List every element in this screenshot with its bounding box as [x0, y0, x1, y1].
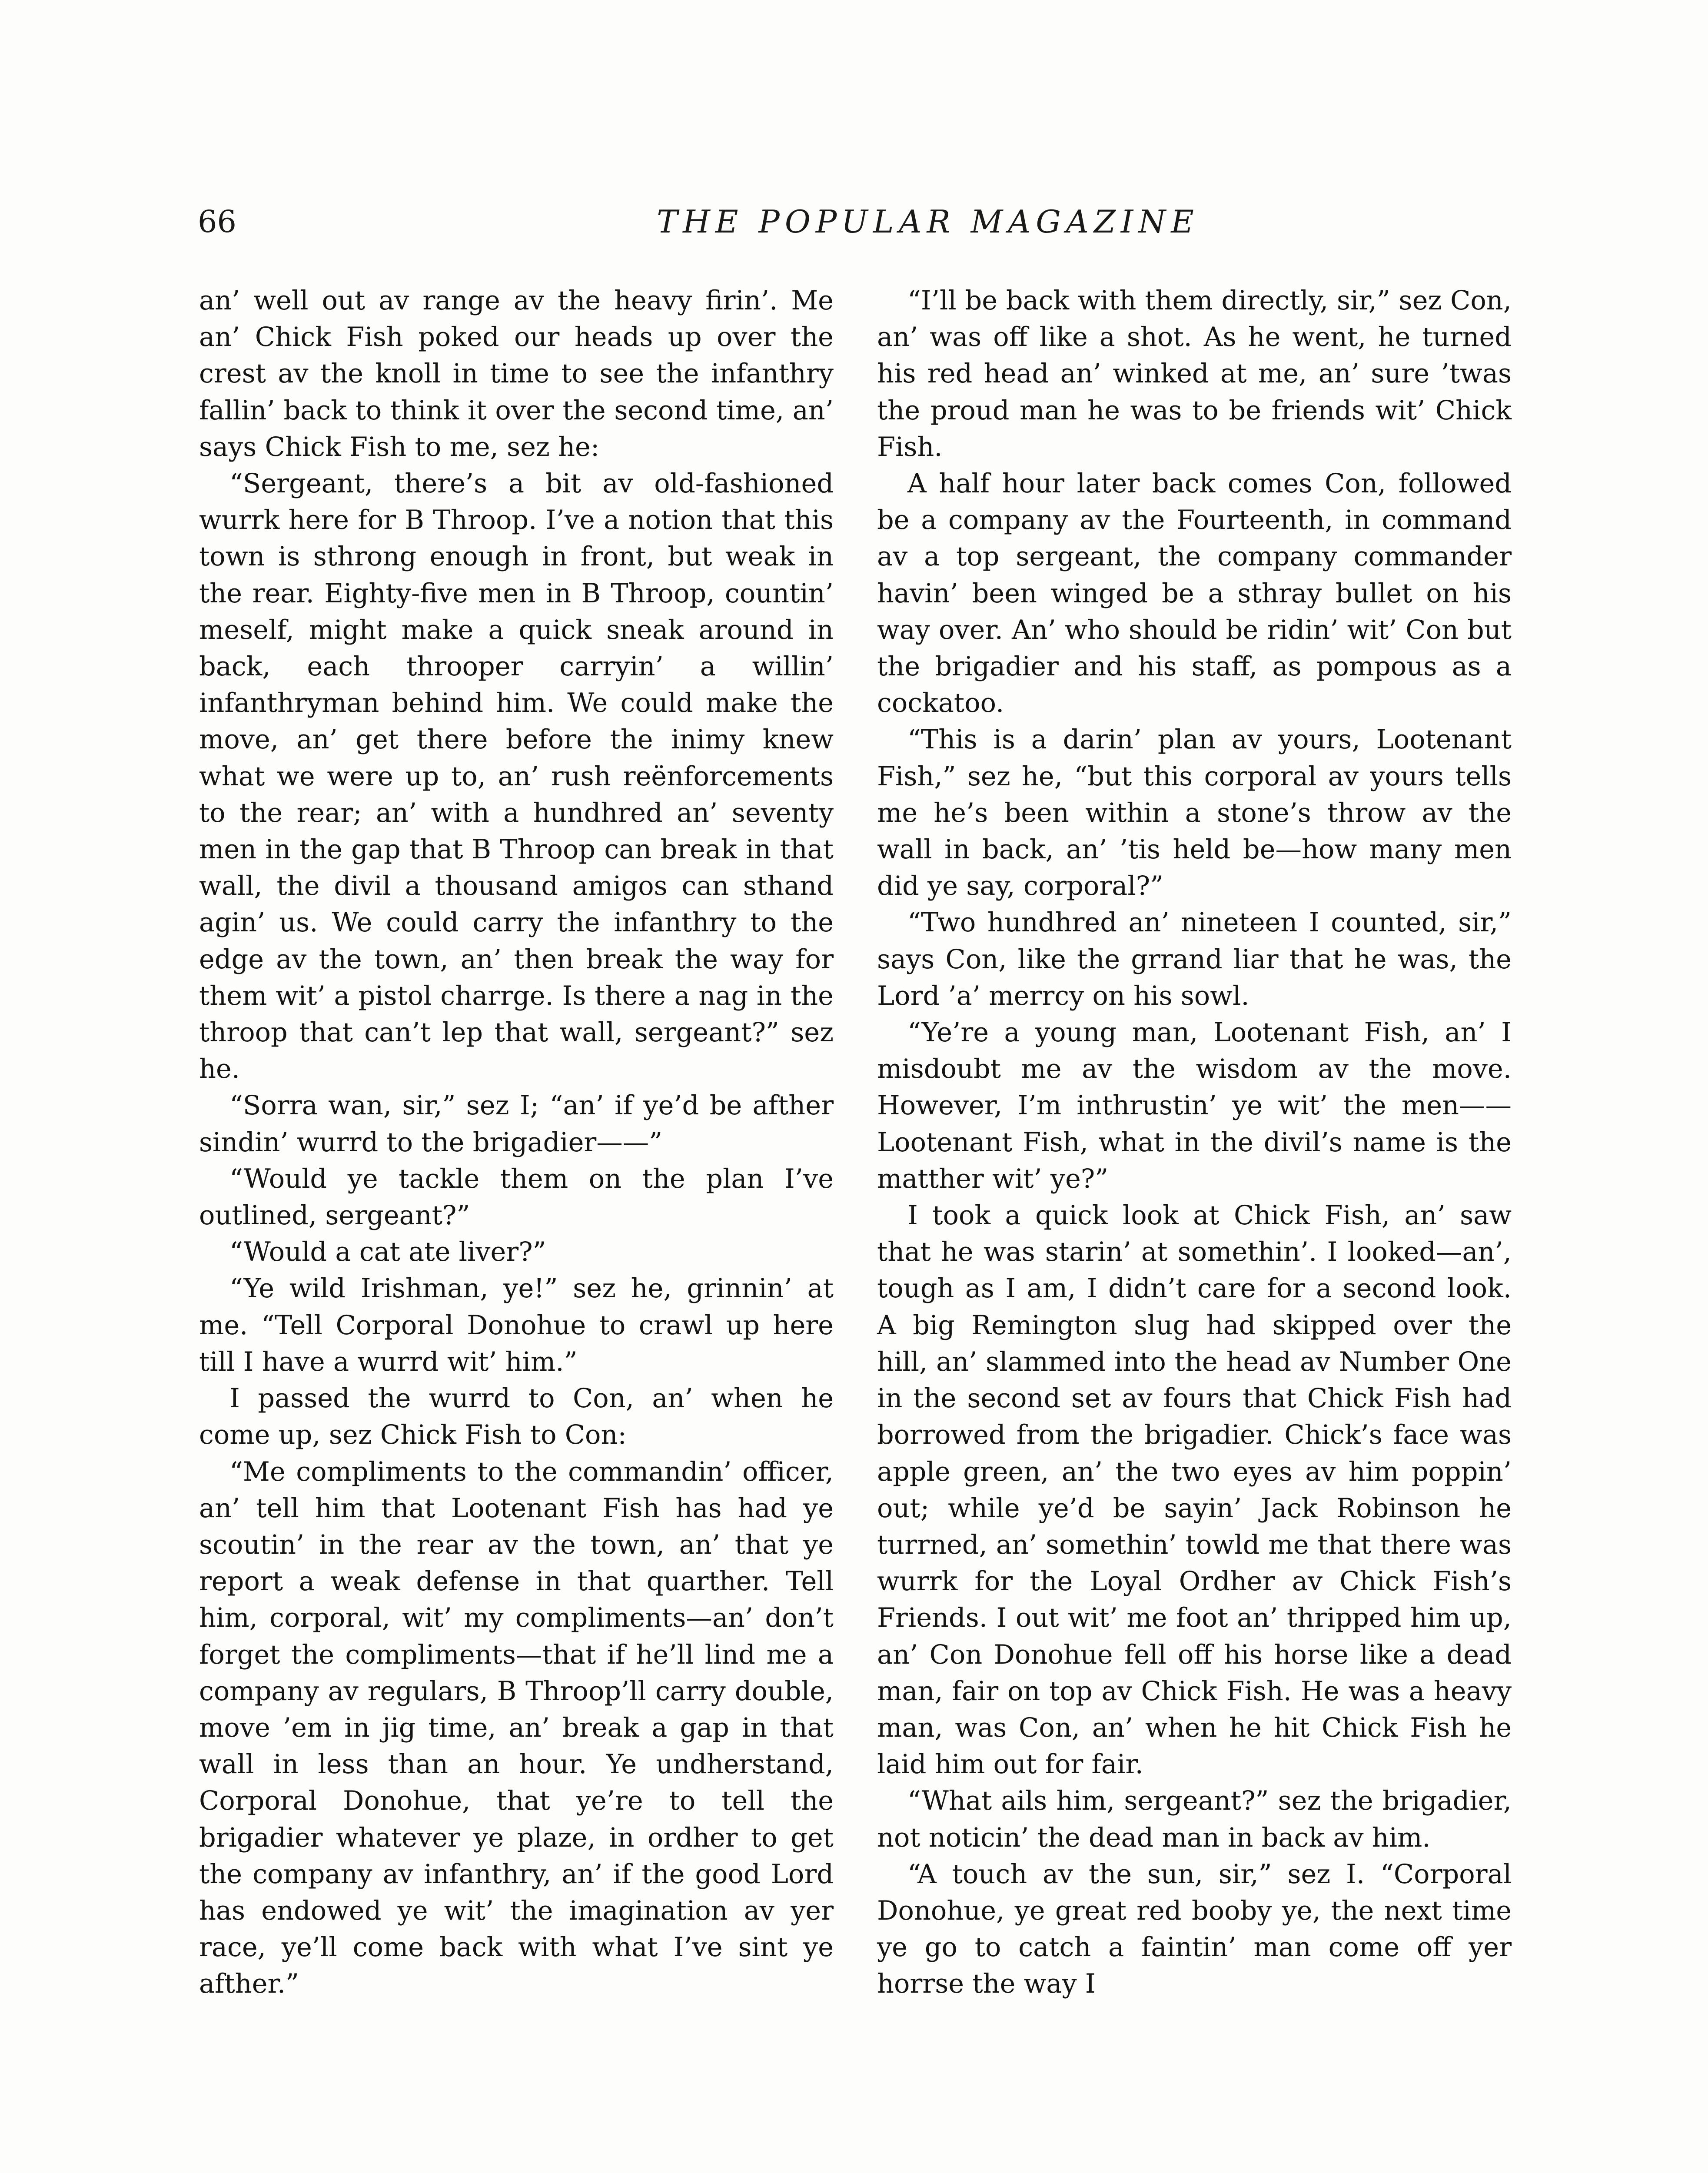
paragraph: “Ye’re a young man, Lootenant Fish, an’ I misdoubt me av the wisdom av the move. However, I’m inthrustin’ ye wit’ the men—— Lootenant Fish, what in the divil’s name is the matther wit’ ye?”	[877, 1017, 1512, 1194]
paragraph: an’ well out av range av the heavy firin’. Me an’ Chick Fish poked our heads up over the crest av the knoll in time to see the infanthry fallin’ back to think it over the second time, an’ says Chick Fish to me, sez he:	[199, 286, 834, 462]
paragraph: “A touch av the sun, sir,” sez I. “Corporal Donohue, ye great red booby ye, the next time ye go to catch a faintin’ man come off yer horrse the way I	[877, 1859, 1512, 2000]
paragraph: “Sergeant, there’s a bit av old-fashioned wurrk here for B Throop. I’ve a notion that this town is sthrong enough in front, but weak in the rear. Eighty-five men in B Throop, countin’ meself, might make a quick sneak around in back, each throoper carryin’ a willin’ infanthryman behind him. We could make the move, an’ get there before the inimy knew what we were up to, an’ rush reënforcements to the rear; an’ with a hundhred an’ seventy men in the gap that B Throop can break in that wall, the divil a thousand amigos can sthand agin’ us. We could carry the infanthry to the edge av the town, an’ then break the way for them wit’ a pistol charrge. Is there a nag in the throop that can’t lep that wall, sergeant?” sez he.	[199, 468, 834, 1085]
left-text-column	[199, 282, 834, 2003]
paragraph: I took a quick look at Chick Fish, an’ saw that he was starin’ at somethin’. I looked—an’, tough as I am, I didn’t care for a second look. A big Remington slug had skipped over the hill, an’ slammed into the head av Number One in the second set av fours that Chick Fish had borrowed from the brigadier. Chick’s face was apple green, an’ the two eyes av him poppin’ out; while ye’d be sayin’ Jack Robinson he turrned, an’ somethin’ towld me that there was wurrk for the Loyal Ordher av Chick Fish’s Friends. I out wit’ me foot an’ thripped him up, an’ Con Donohue fell off his horse like a dead man, fair on top av Chick Fish. He was a heavy man, was Con, an’ when he hit Chick Fish he laid him out for fair.	[877, 1200, 1512, 1780]
right-text-column	[877, 282, 1512, 2003]
paragraph: “What ails him, sergeant?” sez the brigadier, not noticin’ the dead man in back av him.	[877, 1786, 1512, 1853]
page-number: 66	[198, 204, 237, 239]
magazine-title: THE POPULAR MAGAZINE	[657, 203, 1199, 240]
paragraph: “This is a darin’ plan av yours, Lootenant Fish,” sez he, “but this corporal av yours tells me he’s been within a stone’s throw av the wall in back, an’ ’tis held be—how many men did ye say, corporal?”	[877, 724, 1512, 902]
paragraph: “Me compliments to the commandin’ officer, an’ tell him that Lootenant Fish has had ye scoutin’ in the rear av the town, an’ that ye report a weak defense in that quarther. Tell him, corporal, wit’ my compliments—an’ don’t forget the compliments—that if he’ll lind me a company av regulars, B Throop’ll carry double, move ’em in jig time, an’ break a gap in that wall in less than an hour. Ye undherstand, Corporal Donohue, that ye’re to tell the brigadier whatever ye plaze, in ordher to get the company av infanthry, an’ if the good Lord has endowed ye wit’ the imagination av yer race, ye’ll come back with what I’ve sint ye afther.”	[199, 1456, 834, 2000]
paragraph: “Ye wild Irishman, ye!” sez he, grinnin’ at me. “Tell Corporal Donohue to crawl up here till I have a wurrd wit’ him.”	[199, 1273, 834, 1377]
paragraph: “Would a cat ate liver?”	[229, 1237, 546, 1268]
paragraph: “Would ye tackle them on the plan I’ve outlined, sergeant?”	[199, 1163, 834, 1231]
paragraph: “Sorra wan, sir,” sez I; “an’ if ye’d be afther sindin’ wurrd to the brigadier——”	[199, 1090, 834, 1158]
paragraph: A half hour later back comes Con, followed be a company av the Fourteenth, in command av a top sergeant, the company commander havin’ been winged be a sthray bullet on his way over. An’ who should be ridin’ wit’ Con but the brigadier and his staff, as pompous as a cockatoo.	[877, 468, 1512, 719]
running-head	[198, 198, 1536, 246]
paragraph: I passed the wurrd to Con, an’ when he come up, sez Chick Fish to Con:	[199, 1383, 834, 1451]
paragraph: “I’ll be back with them directly, sir,” sez Con, an’ was off like a shot. As he went, he turned his red head an’ winked at me, an’ sure ’twas the proud man he was to be friends wit’ Chick Fish.	[877, 286, 1512, 462]
paragraph: “Two hundhred an’ nineteen I counted, sir,” says Con, like the grrand liar that he was, the Lord ’a’ merrcy on his sowl.	[877, 907, 1512, 1011]
